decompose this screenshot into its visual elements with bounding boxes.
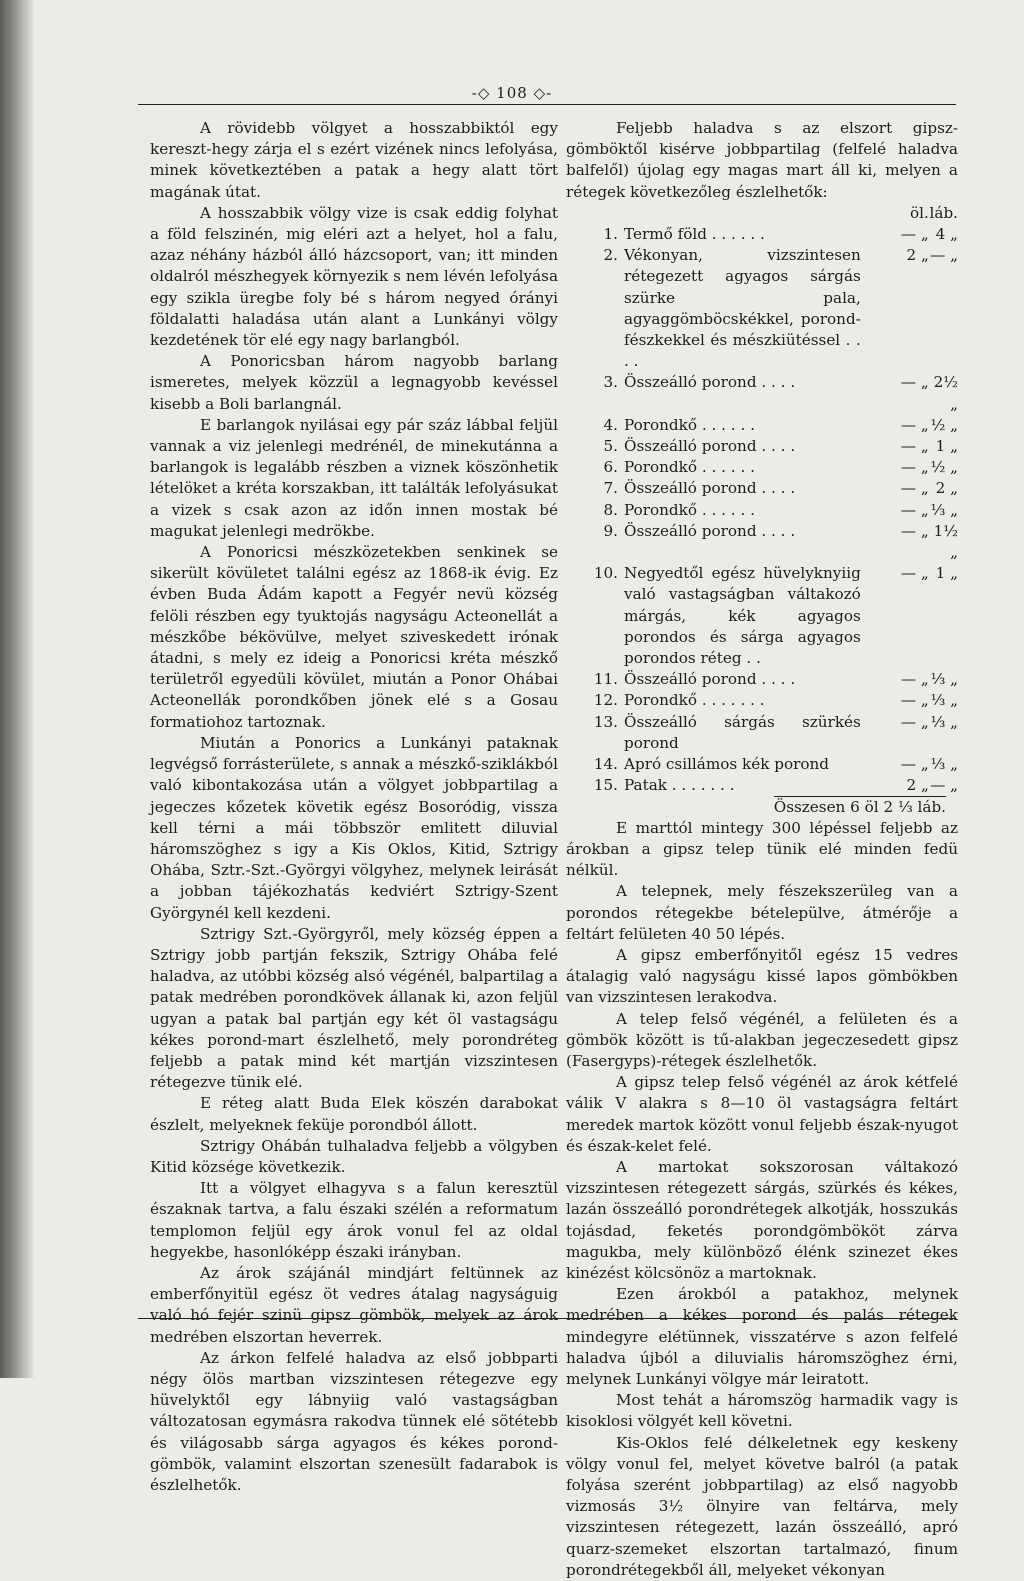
strata-total bbox=[566, 797, 958, 818]
right-paragraph-5: A gipsz telep felső végénél az árok kétfelé válik V alakra s 8—10 öl vastagságra feltárt meredek martok között vonul feljebb észak-nyugot és észak-kelet felé. bbox=[566, 1073, 958, 1155]
right-paragraph-4: A telep felső végénél, a felületen és a gömbök között is tű-alakban jegeczesedett gipsz (Fasergyps)-rétegek észlelhetők. bbox=[566, 1009, 958, 1070]
strata-row: 3. Összeálló porond . . . . — „ 2½ „ bbox=[603, 373, 958, 413]
right-column bbox=[566, 118, 958, 1581]
right-paragraph-9: Kis-Oklos felé délkeletnek egy keskeny völgy vonul fel, melyet követve balról (a patak folyása szerént jobbpartilag) az első nagyobb vizmosás 3½ ölnyire van feltárva, mely vizszintesen rétegezett, lazán összeálló, apró quarz-szemeket elszortan tartalmazó, finum porondrétegekből áll, melyeket vékonyan bbox=[566, 1433, 958, 1579]
strata-row: 10. Negyedtől egész hüvelyknyiig való vastagságban váltakozó márgás, kék agyagos porondos és sárga agyagos porondos réteg . . — „ 1 „ bbox=[593, 564, 958, 668]
strata-row: 11. Összeálló porond . . . . — „ ⅓ „ bbox=[593, 670, 958, 689]
right-paragraph-3: A gipsz emberfőnyitől egész 15 vedres átalagig való nagyságu kissé lapos gömbökben van vizszintesen lerakodva. bbox=[566, 945, 958, 1007]
right-paragraph-6: A martokat sokszorosan váltakozó vizszintesen rétegezett sárgás, szürkés és kékes, lazán összeálló porondrétegek alkotják, hosszukás tojásdad, feketés porondgömbököt zárva magukba, mely különböző élénk szinezet ékes kinézést kölcsönöz a martoknak. bbox=[566, 1157, 958, 1282]
left-paragraph-8: E réteg alatt Buda Elek köszén darabokat észlelt, melyeknek feküje porondból állott. bbox=[150, 1094, 558, 1134]
strata-row: 9. Összeálló porond . . . . — „ 1½ „ bbox=[603, 521, 958, 562]
left-paragraph-6: Miután a Ponorics a Lunkányi pataknak legvégső forrásterülete, s annak a mészkő-sziklákból való kibontakozása után a völgyet jobbpartilag a jegeczes kőzetek követik egész Bosoródig, vissza kell térni a mái többször emlitett diluvial háromszöghez s igy a Kis Oklos, Kitid, Sztrigy Ohába, Sztr.-Szt.-Györgyi völgyhez, melynek leirását a jobban tájékozhatás kedviért Sztrigy-Szent Györgynél kell kezdeni. bbox=[150, 733, 558, 922]
right-paragraph-2: A telepnek, mely fészekszerüleg van a porondos rétegekbe bételepülve, átmérője a feltárt felületen 40 50 lépés. bbox=[566, 882, 958, 943]
header-ol: öl. bbox=[909, 203, 929, 222]
left-paragraph-12: Az árkon felfelé haladva az első jobbparti négy ölös martban vizszintesen rétegezve egy hüvelyktől egy lábnyiig való vastagságban változatosan egymásra rakodva tünnek elé sötétebb és világosabb sárga agyagos és kékes porond-gömbök, valamint elszortan szenesült fadarabok is észlelhetők. bbox=[150, 1348, 558, 1494]
right-intro: Feljebb haladva s az elszort gipsz-gömböktől kisérve jobbpartilag (felfelé haladva balfelől) újolag egy magas mart áll ki, melyen a rétegek következőleg észlelhetők: bbox=[566, 119, 958, 201]
strata-row: 14. Apró csillámos kék porond — „ ⅓ „ bbox=[593, 755, 958, 774]
strata-row: 15. Patak . . . . . . . 2 „ — „ bbox=[593, 776, 958, 795]
left-paragraph-3: A Ponoricsban három nagyobb barlang ismeretes, melyek közzül a legnagyobb kevéssel kisebb a Boli barlangnál. bbox=[150, 352, 558, 413]
strata-total-text: Összesen 6 öl 2 ⅓ láb. bbox=[773, 797, 946, 816]
header-lab: láb. bbox=[929, 203, 958, 222]
book-binding-edge bbox=[0, 0, 34, 1378]
right-paragraph-7: Ezen árokból a patakhoz, melynek medrében a kékes porond és palás rétegek mindegyre elétünnek, visszatérve s azon felfelé haladva újból a diluvialis háromszöghez érni, melynek Lunkányi völgye már leiratott. bbox=[566, 1285, 958, 1388]
right-paragraph-1: E marttól mintegy 300 lépéssel feljebb az árokban a gipsz telep tünik elé minden fedü nélkül. bbox=[566, 818, 958, 880]
strata-row: 1. Termő föld . . . . . . — „ 4 „ bbox=[603, 225, 958, 244]
left-paragraph-5: A Ponoricsi mészközetekben senkinek se sikerült kövületet találni egész az 1868-ik évig. Ez évben Buda Ádám kapott a Fegyér nevü község felöli részben egy tyuktojás nagyságu Acteonellát a mészkőbe békövülve, melyet sziveskedett irónak átadni, s mely ez ideig a Ponoricsi kréta mészkő területről egyedüli kövület, miután a Ponor Ohábai Acteonellák porondkőben jönek elé s a Gosau formatiohoz tartoznak. bbox=[150, 543, 558, 731]
left-column bbox=[150, 118, 558, 1496]
page-number: -◇ 108 ◇- bbox=[471, 84, 553, 102]
page-number-value: 108 bbox=[496, 84, 528, 102]
left-paragraph-10: Itt a völgyet elhagyva s a falun keresztül északnak tartva, a falu északi szélén a reformatum templomon feljül egy árok vonul fel az oldal hegyekbe, hasonlóképp északi irányban. bbox=[150, 1179, 558, 1261]
top-rule bbox=[138, 104, 956, 105]
strata-table bbox=[566, 203, 958, 797]
strata-row: 5. Összeálló porond . . . . — „ 1 „ bbox=[603, 437, 958, 456]
left-paragraph-4: E barlangok nyilásai egy pár száz lábbal feljül vannak a viz jelenlegi medrénél, de minekutánna a barlangok is legalább részben a viznek köszönhetik lételöket a kréta korszakban, itt találták lefolyásukat a vizek s csak azon az időn innen mostak bé magukat jelenlegi medrökbe. bbox=[150, 415, 558, 540]
strata-row: 7. Összeálló porond . . . . — „ 2 „ bbox=[603, 479, 958, 498]
strata-row: 6. Porondkő . . . . . . — „ ½ „ bbox=[603, 458, 958, 477]
strata-header-row bbox=[566, 203, 958, 224]
left-paragraph-2: A hosszabbik völgy vize is csak eddig folyhat a föld felszinén, mig eléri azt a helyet, hol a falu, azaz néhány házból álló házcsoport, van; itt minden oldalról mészhegyek környezik s nem lévén lefolyása egy szikla üregbe foly bé s három negyed órányi földalatti haladása után alant a Lunkányi völgy kezdetének tör elé egy nagy barlangból. bbox=[150, 203, 558, 350]
bottom-rule bbox=[138, 1318, 956, 1319]
right-paragraph-8: Most tehát a háromszög harmadik vagy is kisoklosi völgyét kell követni. bbox=[566, 1391, 958, 1431]
strata-row: 13. Összeálló sárgás szürkés porond — „ ⅓ „ bbox=[593, 712, 958, 752]
strata-row: 2. Vékonyan, vizszintesen rétegezett agyagos sárgás szürke pala, agyaggömböcskékkel, porond-fészkekkel és mészkiütéssel . . . . 2 „ — „ bbox=[603, 246, 958, 371]
strata-row: 8. Porondkő . . . . . . — „ ⅓ „ bbox=[603, 500, 958, 519]
strata-row: 12. Porondkő . . . . . . . — „ ⅓ „ bbox=[593, 691, 958, 710]
left-paragraph-9: Sztrigy Ohábán tulhaladva feljebb a völgyben Kitid községe következik. bbox=[150, 1136, 558, 1176]
strata-row: 4. Porondkő . . . . . . — „ ½ „ bbox=[603, 415, 958, 434]
left-paragraph-7: Sztrigy Szt.-Györgyről, mely község éppen a Sztrigy jobb partján fekszik, Sztrigy Ohába felé haladva, az utóbbi község alsó végénél, balpartilag a patak medrében porondkövek állanak ki, azon feljül ugyan a patak bal partján egy két öl vastagságu kékes porond-mart észlelhető, mely porondréteg feljebb a patak mind két martján vizszintesen rétegezve tünik elé. bbox=[150, 924, 558, 1092]
left-paragraph-1: A rövidebb völgyet a hosszabbiktól egy kereszt-hegy zárja el s ezért vizének nincs lefolyása, minek következtében a patak a hegy alatt tört magának útat. bbox=[150, 119, 558, 201]
left-paragraph-11: Az árok szájánál mindjárt feltünnek az emberfőnyitül egész öt vedres átalag nagyságuig való hó fejér szinü gipsz gömbök, melyek az árok medrében elszortan heverrek. bbox=[150, 1263, 558, 1346]
